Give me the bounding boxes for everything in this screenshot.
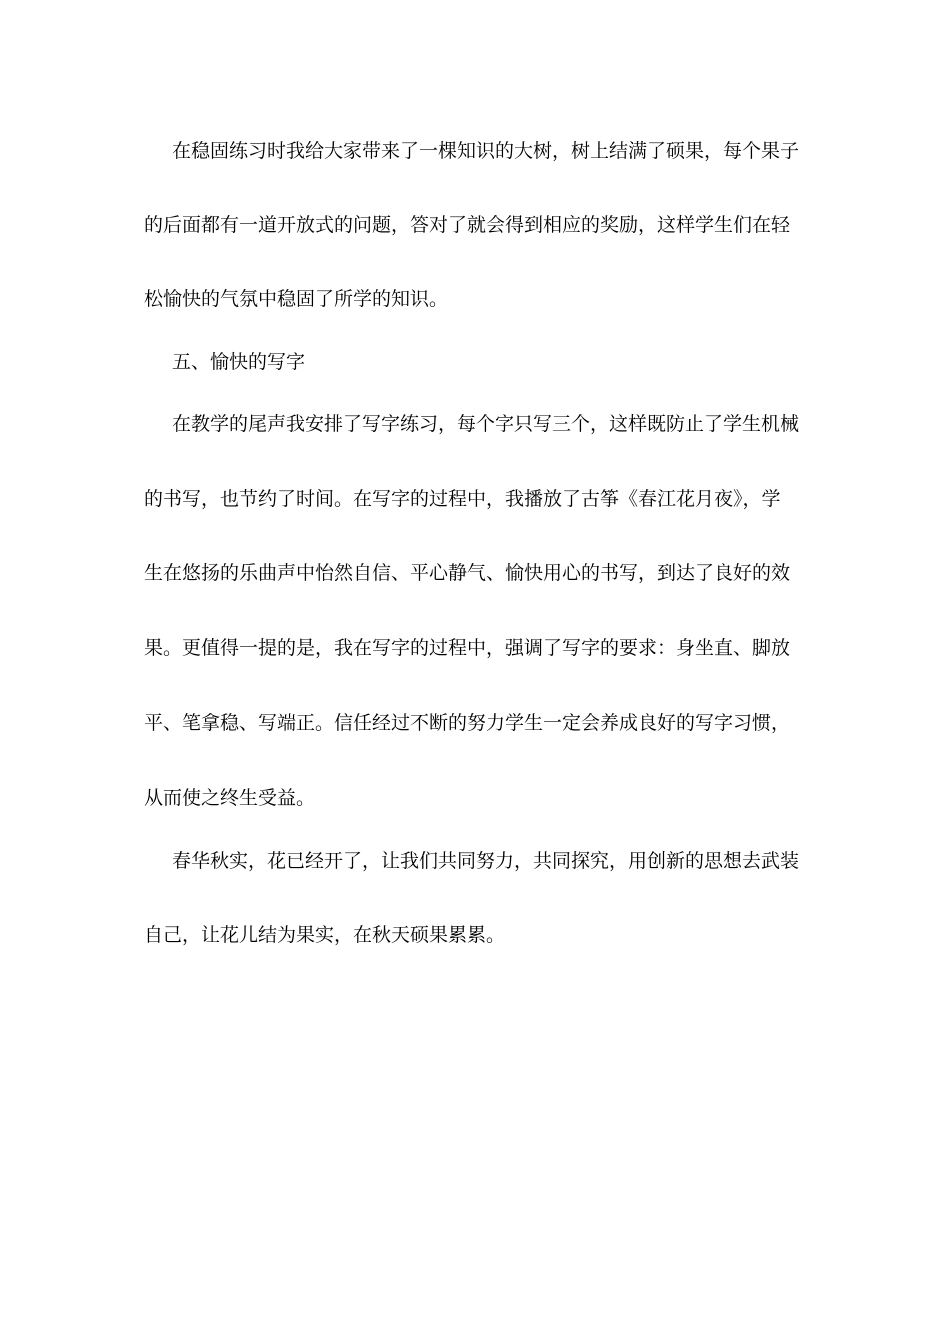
paragraph-2-line-5: 平、笔拿稳、写端正。信任经过不断的努力学生一定会养成良好的写字习惯， xyxy=(144,712,791,734)
paragraph-2-line-1: 在教学的尾声我安排了写字练习，每个字只写三个，这样既防止了学生机械 xyxy=(172,413,800,435)
paragraph-1-line-3: 松愉快的气氛中稳固了所学的知识。 xyxy=(144,288,449,310)
paragraph-3-line-1: 春华秋实，花已经开了，让我们共同努力，共同探究，用创新的思想去武装 xyxy=(172,850,800,872)
paragraph-2-line-4: 果。更值得一提的是，我在写字的过程中，强调了写字的要求：身坐直、脚放 xyxy=(144,637,791,659)
paragraph-3-line-2: 自己，让花儿结为果实，在秋天硕果累累。 xyxy=(144,924,506,946)
paragraph-1-line-2: 的后面都有一道开放式的问题，答对了就会得到相应的奖励，这样学生们在轻 xyxy=(144,214,791,236)
paragraph-2-line-6: 从而使之终生受益。 xyxy=(144,787,316,809)
section-heading: 五、愉快的写字 xyxy=(172,351,306,373)
paragraph-2-line-2: 的书写，也节约了时间。在写字的过程中，我播放了古筝《春江花月夜》，学 xyxy=(144,488,781,510)
paragraph-1-line-1: 在稳固练习时我给大家带来了一棵知识的大树，树上结满了硕果，每个果子 xyxy=(172,140,800,162)
paragraph-2-line-3: 生在悠扬的乐曲声中怡然自信、平心静气、愉快用心的书写，到达了良好的效 xyxy=(144,562,791,584)
